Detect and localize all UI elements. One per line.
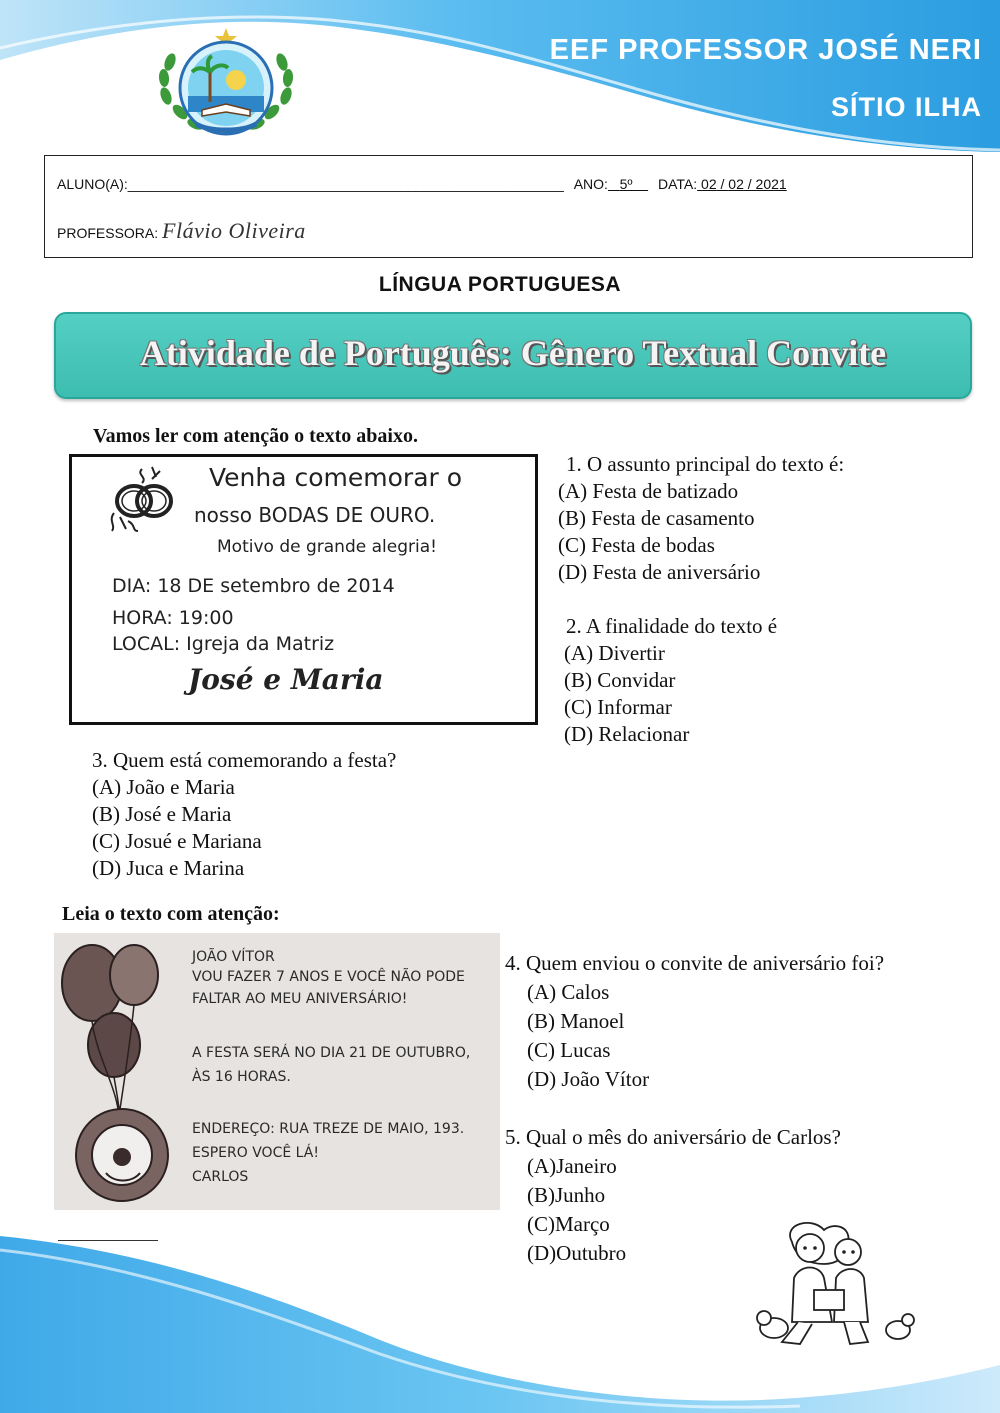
- wedding-rings-icon: [106, 465, 186, 533]
- invite-names: José e Maria: [188, 663, 384, 696]
- question-3: [92, 747, 396, 882]
- question-1-title: 1. O assunto principal do texto é:: [566, 452, 845, 476]
- invite-place: LOCAL: Igreja da Matriz: [112, 633, 335, 655]
- question-5-option-c[interactable]: (C)Março: [527, 1212, 610, 1236]
- school-location: SÍTIO ILHA: [831, 92, 982, 122]
- question-4-option-a[interactable]: (A) Calos: [527, 980, 610, 1004]
- question-3-option-b[interactable]: (B) José e Maria: [92, 802, 232, 826]
- birthday-line-1: JOÃO VÍTOR: [192, 949, 275, 965]
- year-field[interactable]: [608, 176, 648, 192]
- question-1-option-b[interactable]: (B) Festa de casamento: [558, 506, 755, 530]
- question-2: [564, 613, 777, 748]
- date-day: 02: [701, 176, 717, 192]
- wedding-invitation-card: [69, 454, 538, 725]
- teacher-name: Flávio Oliveira: [162, 218, 306, 243]
- student-name-field[interactable]: ________________________________________________________: [127, 176, 564, 192]
- birthday-line-10: CARLOS: [192, 1169, 249, 1185]
- year-value: 5º: [619, 176, 633, 192]
- birthday-line-6: ÀS 16 HORAS.: [192, 1069, 291, 1085]
- school-crest-logo: [150, 26, 302, 144]
- teacher-label: PROFESSORA:: [57, 225, 159, 241]
- question-1-option-d[interactable]: (D) Festa de aniversário: [558, 560, 761, 584]
- question-4-option-b[interactable]: (B) Manoel: [527, 1009, 625, 1033]
- birthday-line-8: ENDEREÇO: RUA TREZE DE MAIO, 193.: [192, 1121, 465, 1137]
- section1-lead: Vamos ler com atenção o texto abaixo.: [93, 425, 418, 447]
- school-name: EEF PROFESSOR JOSÉ NERI: [549, 34, 982, 66]
- section2-lead: Leia o texto com atenção:: [62, 903, 280, 925]
- question-5-title: 5. Qual o mês do aniversário de Carlos?: [505, 1125, 841, 1149]
- question-1-option-c[interactable]: (C) Festa de bodas: [558, 533, 715, 557]
- question-2-option-a[interactable]: (A) Divertir: [564, 641, 665, 665]
- year-label: ANO:: [573, 176, 608, 192]
- invite-time: HORA: 19:00: [112, 607, 234, 629]
- date-field[interactable]: 02 / 02 / 2021: [701, 176, 787, 192]
- children-reading-icon: [752, 1218, 922, 1350]
- birthday-line-2: VOU FAZER 7 ANOS E VOCÊ NÃO PODE: [192, 969, 465, 985]
- question-2-title: 2. A finalidade do texto é: [566, 614, 778, 638]
- invite-line-3: Motivo de grande alegria!: [217, 537, 437, 557]
- question-1: [558, 451, 844, 586]
- question-5-option-d[interactable]: (D)Outubro: [527, 1241, 627, 1265]
- birthday-line-5: A FESTA SERÁ NO DIA 21 DE OUTUBRO,: [192, 1045, 471, 1061]
- date-label: DATA:: [657, 176, 698, 192]
- question-4-option-c[interactable]: (C) Lucas: [527, 1038, 611, 1062]
- teacher-info-line: [57, 218, 306, 244]
- date-month: 02: [728, 176, 744, 192]
- question-3-option-d[interactable]: (D) Juca e Marina: [92, 856, 245, 880]
- subject-title: LÍNGUA PORTUGUESA: [378, 273, 622, 296]
- question-3-option-c[interactable]: (C) Josué e Mariana: [92, 829, 262, 853]
- question-3-title: 3. Quem está comemorando a festa?: [92, 748, 397, 772]
- student-info-line: [57, 176, 787, 192]
- invite-line-2: nosso BODAS DE OURO.: [194, 503, 436, 527]
- question-4: [505, 949, 884, 1094]
- invite-day: DIA: 18 DE setembro de 2014: [112, 575, 395, 597]
- question-2-option-d[interactable]: (D) Relacionar: [564, 722, 690, 746]
- activity-banner: [54, 312, 972, 399]
- activity-title: Atividade de Português: Gênero Textual Convite: [139, 333, 887, 373]
- question-5-option-b[interactable]: (B)Junho: [527, 1183, 606, 1207]
- birthday-line-3: FALTAR AO MEU ANIVERSÁRIO!: [192, 991, 408, 1007]
- balloons-and-clown-icon: [54, 933, 190, 1210]
- birthday-line-9: ESPERO VOCÊ LÁ!: [192, 1145, 319, 1161]
- question-2-option-c[interactable]: (C) Informar: [564, 695, 672, 719]
- student-info-box: [44, 155, 973, 258]
- invite-line-1: Venha comemorar o: [209, 463, 463, 492]
- birthday-invitation-card: [54, 933, 500, 1210]
- question-1-option-a[interactable]: (A) Festa de batizado: [558, 479, 739, 503]
- question-4-option-d[interactable]: (D) João Vítor: [527, 1067, 650, 1091]
- question-5-option-a[interactable]: (A)Janeiro: [527, 1154, 617, 1178]
- date-year: 2021: [755, 176, 787, 192]
- question-2-option-b[interactable]: (B) Convidar: [564, 668, 676, 692]
- question-4-title: 4. Quem enviou o convite de aniversário foi?: [505, 951, 885, 975]
- student-label: ALUNO(A):: [57, 176, 128, 192]
- question-3-option-a[interactable]: (A) João e Maria: [92, 775, 235, 799]
